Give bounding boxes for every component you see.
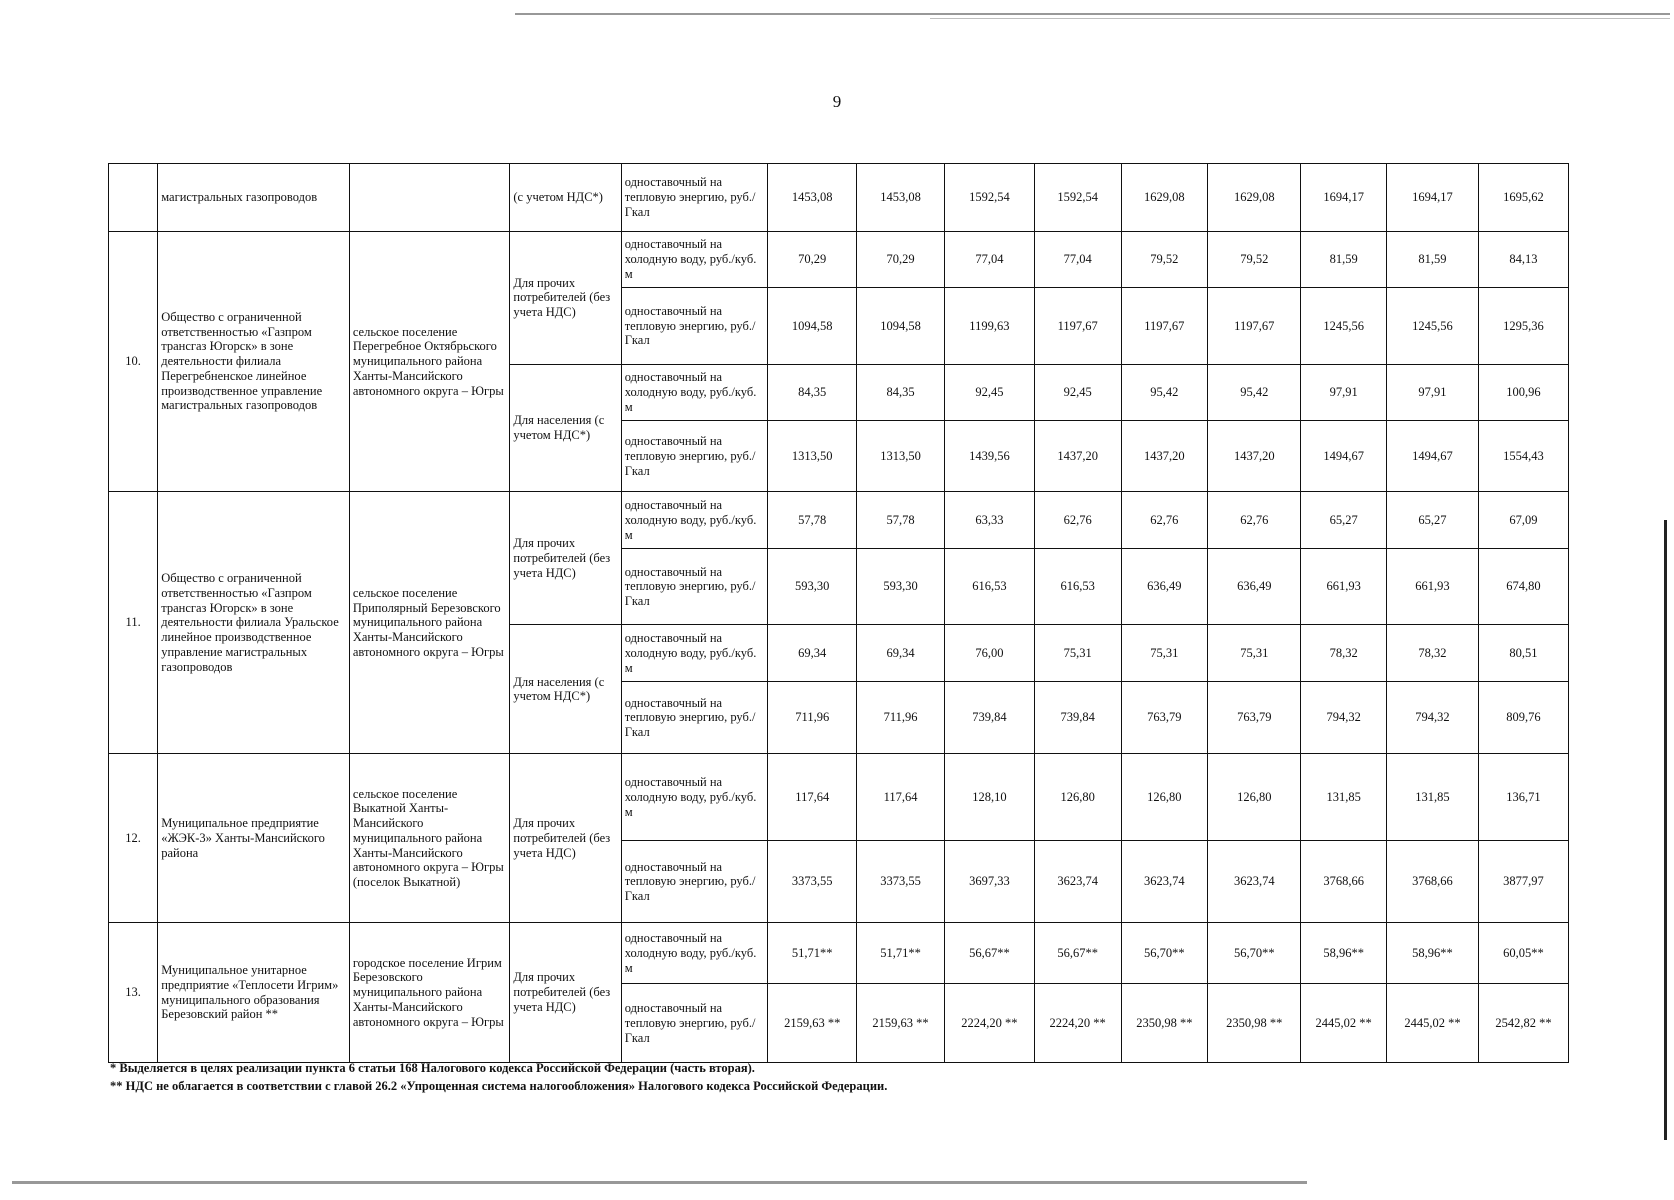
tariff-value: 1245,56 bbox=[1386, 288, 1478, 364]
tariff-value: 70,29 bbox=[768, 231, 857, 288]
tariff-value: 1197,67 bbox=[1034, 288, 1121, 364]
territory bbox=[349, 164, 510, 232]
tariff-value: 80,51 bbox=[1478, 625, 1568, 682]
consumer-category: (с учетом НДС*) bbox=[510, 164, 621, 232]
tariff-indicator: одноставочный на тепловую энергию, руб./ Гкал bbox=[621, 164, 768, 232]
consumer-category: Для прочих потребителей (без учета НДС) bbox=[510, 754, 621, 923]
tariff-value: 3373,55 bbox=[857, 841, 945, 923]
tariff-indicator: одноставочный на тепловую энергию, руб./ Гкал bbox=[621, 549, 768, 625]
tariff-value: 1313,50 bbox=[768, 421, 857, 492]
tariff-value: 809,76 bbox=[1478, 682, 1568, 754]
tariff-value: 76,00 bbox=[944, 625, 1034, 682]
tariff-indicator: одноставочный на тепловую энергию, руб./ Гкал bbox=[621, 421, 768, 492]
tariff-value: 1694,17 bbox=[1386, 164, 1478, 232]
tariff-value: 57,78 bbox=[857, 492, 945, 549]
tariff-value: 763,79 bbox=[1208, 682, 1301, 754]
tariff-value: 1554,43 bbox=[1478, 421, 1568, 492]
tariff-value: 739,84 bbox=[1034, 682, 1121, 754]
tariff-value: 62,76 bbox=[1121, 492, 1208, 549]
tariff-value: 3623,74 bbox=[1034, 841, 1121, 923]
tariff-value: 77,04 bbox=[1034, 231, 1121, 288]
tariff-indicator: одноставочный на тепловую энергию, руб./ Гкал bbox=[621, 288, 768, 364]
tariff-value: 2350,98 ** bbox=[1208, 984, 1301, 1063]
tariff-value: 2159,63 ** bbox=[857, 984, 945, 1063]
organization-name: магистральных газопроводов bbox=[158, 164, 350, 232]
tariff-value: 92,45 bbox=[944, 364, 1034, 421]
tariff-value: 1437,20 bbox=[1208, 421, 1301, 492]
tariff-value: 56,70** bbox=[1121, 923, 1208, 984]
tariff-value: 1197,67 bbox=[1208, 288, 1301, 364]
tariff-value: 1295,36 bbox=[1478, 288, 1568, 364]
tariff-indicator: одноставочный на холодную воду, руб./куб. м bbox=[621, 364, 768, 421]
table-row bbox=[109, 754, 1569, 841]
tariff-value: 58,96** bbox=[1386, 923, 1478, 984]
row-number bbox=[109, 164, 158, 232]
footnotes bbox=[110, 1059, 887, 1095]
tariff-value: 593,30 bbox=[768, 549, 857, 625]
consumer-category: Для населения (с учетом НДС*) bbox=[510, 625, 621, 754]
tariff-value: 636,49 bbox=[1121, 549, 1208, 625]
tariff-value: 616,53 bbox=[1034, 549, 1121, 625]
tariff-indicator: одноставочный на тепловую энергию, руб./ Гкал bbox=[621, 682, 768, 754]
tariff-value: 117,64 bbox=[768, 754, 857, 841]
tariff-value: 3768,66 bbox=[1301, 841, 1387, 923]
tariff-value: 84,35 bbox=[857, 364, 945, 421]
tariff-value: 1199,63 bbox=[944, 288, 1034, 364]
tariff-value: 3877,97 bbox=[1478, 841, 1568, 923]
tariff-table bbox=[108, 163, 1569, 1063]
tariff-value: 81,59 bbox=[1301, 231, 1387, 288]
tariff-indicator: одноставочный на холодную воду, руб./куб. м bbox=[621, 231, 768, 288]
tariff-value: 78,32 bbox=[1301, 625, 1387, 682]
tariff-indicator: одноставочный на холодную воду, руб./куб. м bbox=[621, 923, 768, 984]
tariff-indicator: одноставочный на тепловую энергию, руб./ Гкал bbox=[621, 984, 768, 1063]
tariff-value: 1592,54 bbox=[1034, 164, 1121, 232]
tariff-value: 56,67** bbox=[1034, 923, 1121, 984]
tariff-indicator: одноставочный на тепловую энергию, руб./ Гкал bbox=[621, 841, 768, 923]
tariff-value: 3697,33 bbox=[944, 841, 1034, 923]
tariff-value: 95,42 bbox=[1208, 364, 1301, 421]
table-row bbox=[109, 923, 1569, 984]
tariff-value: 51,71** bbox=[768, 923, 857, 984]
row-number: 12. bbox=[109, 754, 158, 923]
tariff-value: 763,79 bbox=[1121, 682, 1208, 754]
tariff-value: 1695,62 bbox=[1478, 164, 1568, 232]
tariff-value: 100,96 bbox=[1478, 364, 1568, 421]
page-number: 9 bbox=[832, 92, 842, 111]
row-number: 10. bbox=[109, 231, 158, 492]
scan-edge-right bbox=[1664, 520, 1667, 1140]
organization-name: Общество с ограниченной ответственностью «Газпром трансгаз Югорск» в зоне деятельности филиала Перегребненское линейное производственное управление магистральных газопроводов bbox=[158, 231, 350, 492]
footnote-vat: * Выделяется в целях реализации пункта 6 статьи 168 Налогового кодекса Российской Федерации (часть вторая). bbox=[110, 1061, 755, 1075]
tariff-value: 79,52 bbox=[1121, 231, 1208, 288]
tariff-value: 1437,20 bbox=[1034, 421, 1121, 492]
footnote-no-vat: ** НДС не облагается в соответствии с главой 26.2 «Упрощенная система налогообложения» Налогового кодекса Российской Федерации. bbox=[110, 1079, 888, 1094]
tariff-value: 62,76 bbox=[1208, 492, 1301, 549]
tariff-value: 60,05** bbox=[1478, 923, 1568, 984]
tariff-value: 1313,50 bbox=[857, 421, 945, 492]
tariff-value: 84,13 bbox=[1478, 231, 1568, 288]
tariff-value: 63,33 bbox=[944, 492, 1034, 549]
table-row bbox=[109, 492, 1569, 549]
tariff-value: 75,31 bbox=[1121, 625, 1208, 682]
table-row bbox=[109, 164, 1569, 232]
tariff-value: 95,42 bbox=[1121, 364, 1208, 421]
territory: городское поселение Игрим Березовского муниципального района Ханты-Мансийского автономного округа – Югры bbox=[349, 923, 510, 1063]
tariff-value: 1453,08 bbox=[857, 164, 945, 232]
tariff-value: 84,35 bbox=[768, 364, 857, 421]
tariff-value: 67,09 bbox=[1478, 492, 1568, 549]
organization-name: Муниципальное предприятие «ЖЭК-3» Ханты-Мансийского района bbox=[158, 754, 350, 923]
tariff-value: 65,27 bbox=[1386, 492, 1478, 549]
tariff-value: 117,64 bbox=[857, 754, 945, 841]
tariff-value: 3373,55 bbox=[768, 841, 857, 923]
tariff-value: 1592,54 bbox=[944, 164, 1034, 232]
tariff-value: 56,67** bbox=[944, 923, 1034, 984]
tariff-value: 1694,17 bbox=[1301, 164, 1387, 232]
tariff-value: 739,84 bbox=[944, 682, 1034, 754]
scan-edge-top bbox=[515, 13, 1670, 15]
territory: сельское поселение Приполярный Березовского муниципального района Ханты-Мансийского автономного округа – Югры bbox=[349, 492, 510, 754]
tariff-value: 75,31 bbox=[1034, 625, 1121, 682]
scan-edge-bottom bbox=[12, 1181, 1307, 1184]
tariff-value: 1094,58 bbox=[857, 288, 945, 364]
tariff-value: 51,71** bbox=[857, 923, 945, 984]
row-number: 11. bbox=[109, 492, 158, 754]
tariff-value: 97,91 bbox=[1386, 364, 1478, 421]
territory: сельское поселение Выкатной Ханты-Мансийского муниципального района Ханты-Мансийского автономного округа – Югры (поселок Выкатной) bbox=[349, 754, 510, 923]
tariff-value: 131,85 bbox=[1386, 754, 1478, 841]
territory: сельское поселение Перегребное Октябрьского муниципального района Ханты-Мансийского автономного округа – Югры bbox=[349, 231, 510, 492]
tariff-value: 2159,63 ** bbox=[768, 984, 857, 1063]
tariff-value: 136,71 bbox=[1478, 754, 1568, 841]
tariff-value: 794,32 bbox=[1301, 682, 1387, 754]
tariff-value: 77,04 bbox=[944, 231, 1034, 288]
scan-edge-top-faint bbox=[930, 18, 1670, 19]
tariff-value: 1629,08 bbox=[1121, 164, 1208, 232]
tariff-value: 78,32 bbox=[1386, 625, 1478, 682]
tariff-value: 79,52 bbox=[1208, 231, 1301, 288]
tariff-value: 661,93 bbox=[1386, 549, 1478, 625]
tariff-value: 1245,56 bbox=[1301, 288, 1387, 364]
tariff-value: 711,96 bbox=[857, 682, 945, 754]
tariff-value: 1494,67 bbox=[1386, 421, 1478, 492]
tariff-value: 1437,20 bbox=[1121, 421, 1208, 492]
tariff-value: 1494,67 bbox=[1301, 421, 1387, 492]
tariff-value: 2350,98 ** bbox=[1121, 984, 1208, 1063]
tariff-value: 62,76 bbox=[1034, 492, 1121, 549]
table-row bbox=[109, 231, 1569, 288]
tariff-value: 2224,20 ** bbox=[944, 984, 1034, 1063]
tariff-value: 1439,56 bbox=[944, 421, 1034, 492]
tariff-value: 616,53 bbox=[944, 549, 1034, 625]
tariff-value: 126,80 bbox=[1121, 754, 1208, 841]
tariff-value: 2224,20 ** bbox=[1034, 984, 1121, 1063]
tariff-value: 1629,08 bbox=[1208, 164, 1301, 232]
tariff-value: 126,80 bbox=[1208, 754, 1301, 841]
tariff-table-body bbox=[109, 164, 1569, 1063]
tariff-value: 3623,74 bbox=[1121, 841, 1208, 923]
tariff-value: 593,30 bbox=[857, 549, 945, 625]
tariff-value: 92,45 bbox=[1034, 364, 1121, 421]
tariff-value: 70,29 bbox=[857, 231, 945, 288]
tariff-value: 794,32 bbox=[1386, 682, 1478, 754]
organization-name: Муниципальное унитарное предприятие «Теплосети Игрим» муниципального образования Березовский район ** bbox=[158, 923, 350, 1063]
tariff-value: 131,85 bbox=[1301, 754, 1387, 841]
tariff-value: 128,10 bbox=[944, 754, 1034, 841]
tariff-value: 58,96** bbox=[1301, 923, 1387, 984]
tariff-indicator: одноставочный на холодную воду, руб./куб. м bbox=[621, 492, 768, 549]
tariff-value: 1094,58 bbox=[768, 288, 857, 364]
tariff-value: 1197,67 bbox=[1121, 288, 1208, 364]
tariff-value: 57,78 bbox=[768, 492, 857, 549]
tariff-value: 81,59 bbox=[1386, 231, 1478, 288]
tariff-value: 126,80 bbox=[1034, 754, 1121, 841]
consumer-category: Для населения (с учетом НДС*) bbox=[510, 364, 621, 492]
tariff-value: 3768,66 bbox=[1386, 841, 1478, 923]
tariff-value: 674,80 bbox=[1478, 549, 1568, 625]
tariff-value: 3623,74 bbox=[1208, 841, 1301, 923]
tariff-value: 2445,02 ** bbox=[1301, 984, 1387, 1063]
tariff-value: 69,34 bbox=[768, 625, 857, 682]
consumer-category: Для прочих потребителей (без учета НДС) bbox=[510, 492, 621, 625]
tariff-value: 661,93 bbox=[1301, 549, 1387, 625]
tariff-indicator: одноставочный на холодную воду, руб./куб. м bbox=[621, 625, 768, 682]
tariff-value: 97,91 bbox=[1301, 364, 1387, 421]
tariff-value: 636,49 bbox=[1208, 549, 1301, 625]
row-number: 13. bbox=[109, 923, 158, 1063]
tariff-value: 1453,08 bbox=[768, 164, 857, 232]
tariff-value: 69,34 bbox=[857, 625, 945, 682]
consumer-category: Для прочих потребителей (без учета НДС) bbox=[510, 231, 621, 364]
tariff-value: 75,31 bbox=[1208, 625, 1301, 682]
tariff-value: 56,70** bbox=[1208, 923, 1301, 984]
consumer-category: Для прочих потребителей (без учета НДС) bbox=[510, 923, 621, 1063]
organization-name: Общество с ограниченной ответственностью «Газпром трансгаз Югорск» в зоне деятельности филиала Уральское линейное производственное управление магистральных газопроводов bbox=[158, 492, 350, 754]
tariff-value: 2542,82 ** bbox=[1478, 984, 1568, 1063]
tariff-value: 711,96 bbox=[768, 682, 857, 754]
tariff-value: 2445,02 ** bbox=[1386, 984, 1478, 1063]
tariff-value: 65,27 bbox=[1301, 492, 1387, 549]
tariff-indicator: одноставочный на холодную воду, руб./куб. м bbox=[621, 754, 768, 841]
